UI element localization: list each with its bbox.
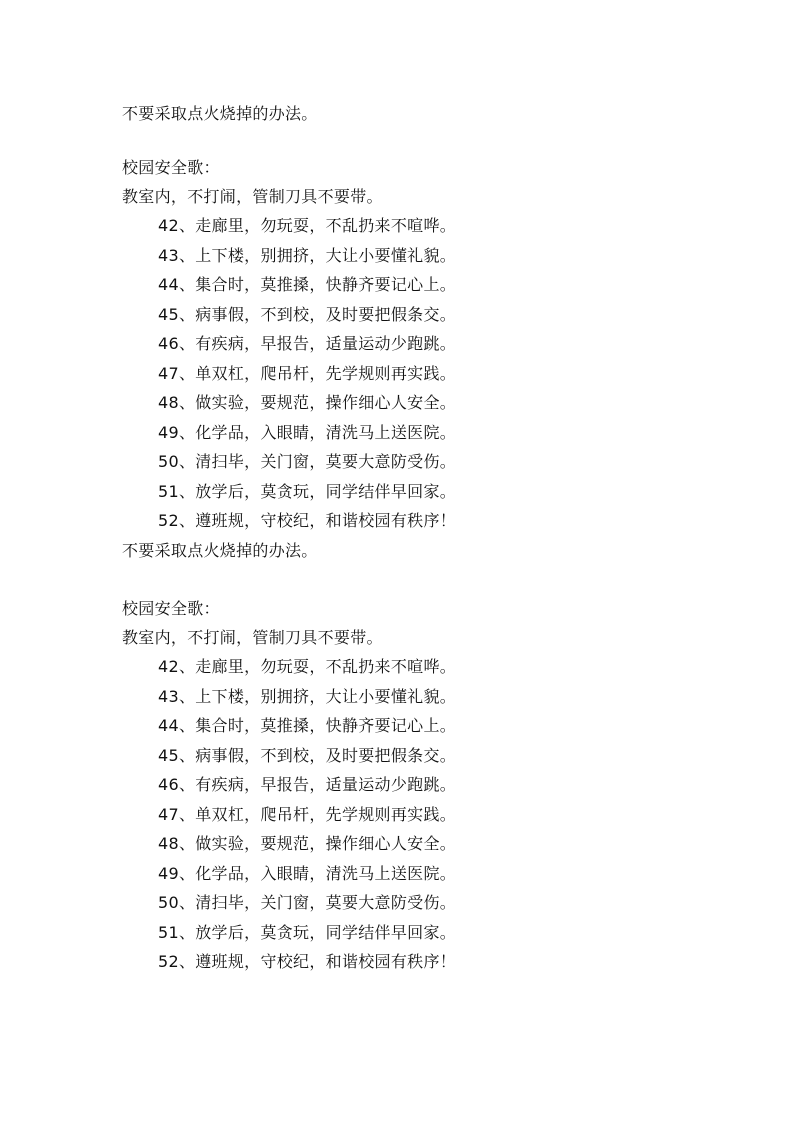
song-item: 50、清扫毕，关门窗，莫要大意防受伤。 bbox=[158, 452, 457, 471]
song-item: 42、走廊里，勿玩耍，不乱扔来不喧哗。 bbox=[158, 216, 457, 235]
song-item: 49、化学品，入眼睛，清洗马上送医院。 bbox=[158, 423, 457, 442]
song-item: 52、遵班规，守校纪，和谐校园有秩序！ bbox=[158, 952, 457, 971]
song-first-line: 教室内，不打闹，管制刀具不要带。 bbox=[122, 187, 383, 206]
song-first-line: 教室内，不打闹，管制刀具不要带。 bbox=[122, 628, 383, 647]
song-item: 46、有疾病，早报告，适量运动少跑跳。 bbox=[158, 334, 457, 353]
song-item: 45、病事假，不到校，及时要把假条交。 bbox=[158, 746, 457, 765]
song-item: 42、走廊里，勿玩耍，不乱扔来不喧哗。 bbox=[158, 657, 457, 676]
song-item: 47、单双杠，爬吊杆，先学规则再实践。 bbox=[158, 805, 457, 824]
song-item: 52、遵班规，守校纪，和谐校园有秩序！ bbox=[158, 511, 457, 530]
song-item: 51、放学后，莫贪玩，同学结伴早回家。 bbox=[158, 923, 457, 942]
song-item: 49、化学品，入眼睛，清洗马上送医院。 bbox=[158, 864, 457, 883]
song-item: 46、有疾病，早报告，适量运动少跑跳。 bbox=[158, 775, 457, 794]
song-item: 48、做实验，要规范，操作细心人安全。 bbox=[158, 834, 457, 853]
song-item: 44、集合时，莫推搡，快静齐要记心上。 bbox=[158, 275, 457, 294]
song-heading: 校园安全歌： bbox=[122, 158, 220, 177]
song-item: 43、上下楼，别拥挤，大让小要懂礼貌。 bbox=[158, 687, 457, 706]
song-item: 44、集合时，莫推搡，快静齐要记心上。 bbox=[158, 716, 457, 735]
intro-line: 不要采取点火烧掉的办法。 bbox=[122, 541, 318, 560]
song-item: 51、放学后，莫贪玩，同学结伴早回家。 bbox=[158, 482, 457, 501]
song-item: 45、病事假，不到校，及时要把假条交。 bbox=[158, 305, 457, 324]
intro-line: 不要采取点火烧掉的办法。 bbox=[122, 104, 318, 123]
song-item: 48、做实验，要规范，操作细心人安全。 bbox=[158, 393, 457, 412]
song-item: 50、清扫毕，关门窗，莫要大意防受伤。 bbox=[158, 893, 457, 912]
song-heading: 校园安全歌： bbox=[122, 599, 220, 618]
song-item: 43、上下楼，别拥挤，大让小要懂礼貌。 bbox=[158, 246, 457, 265]
song-item: 47、单双杠，爬吊杆，先学规则再实践。 bbox=[158, 364, 457, 383]
